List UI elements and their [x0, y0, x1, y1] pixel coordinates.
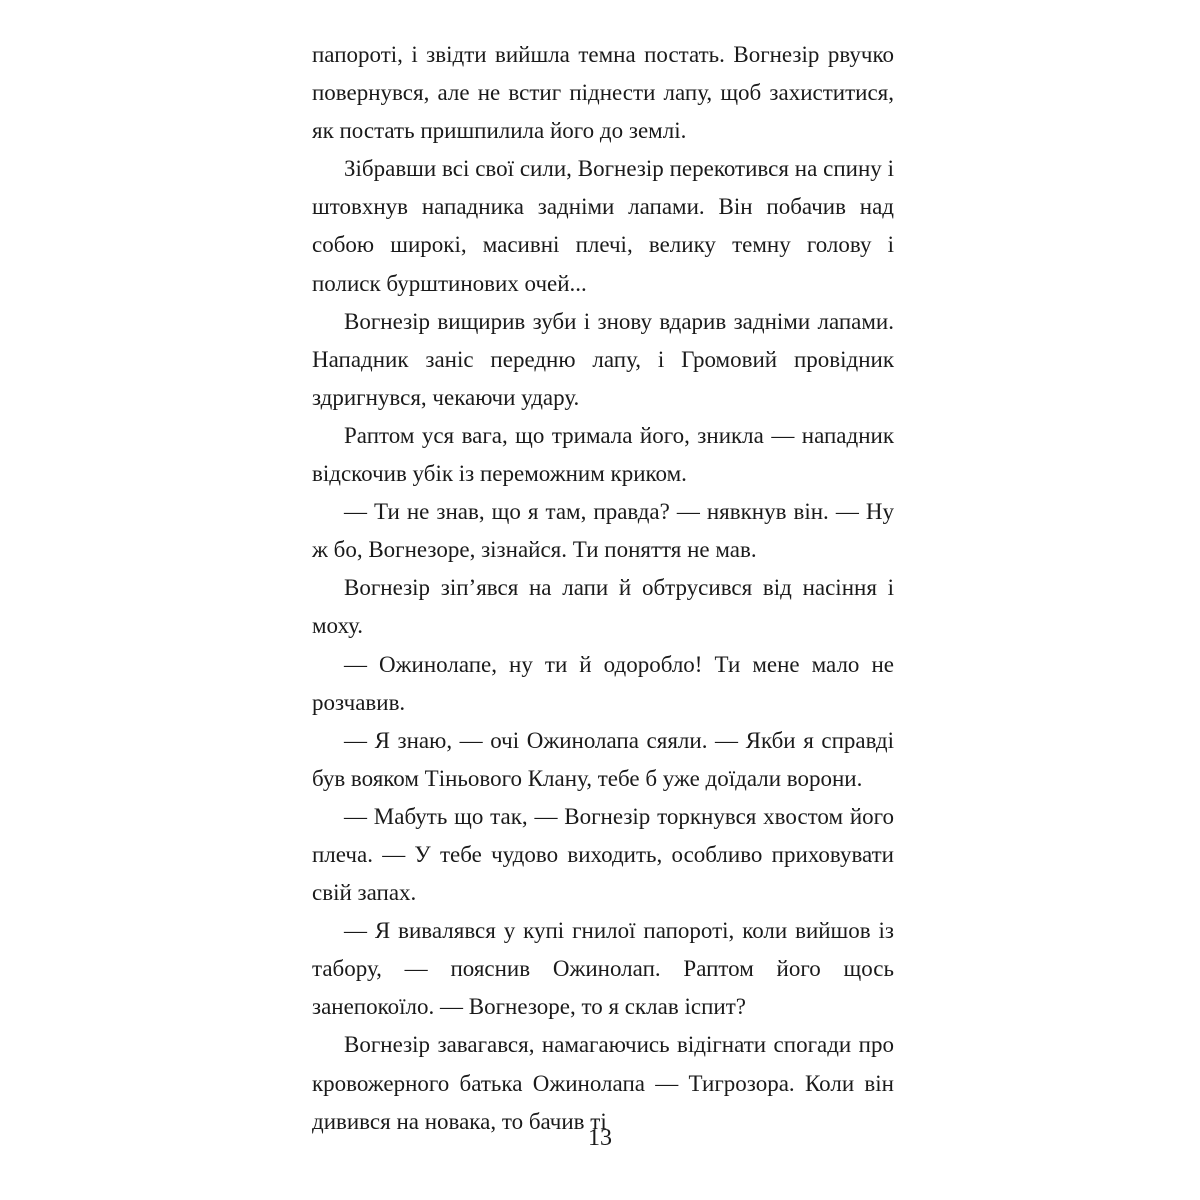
- paragraph-1: папороті, і звідти вийшла темна постать. Вогнезір рвучко повернувся, але не встиг піднести лапу, щоб захиститися, як постать пришпилила його до землі.: [312, 42, 894, 144]
- paragraph-5: — Ти не знав, що я там, правда? — нявкнув він. — Ну ж бо, Вогнезоре, зізнайся. Ти поняття не мав.: [312, 499, 894, 563]
- paragraph-10: — Я вивалявся у купі гнилої папороті, коли вийшов із табору, — пояснив Ожинолап. Раптом його щось занепокоїло. — Вогнезоре, то я склав іспит?: [312, 918, 894, 1020]
- paragraph-3: Вогнезір вищирив зуби і знову вдарив задніми лапами. Нападник заніс передню лапу, і Громовий провідник здригнувся, чекаючи удару.: [312, 308, 894, 410]
- paragraph-11: Вогнезір завагався, намагаючись відігнати спогади про кровожерного батька Ожинолапа — Тигрозора. Коли він дивився на новака, то бачив ті: [312, 1032, 894, 1134]
- paragraph-2: Зібравши всі свої сили, Вогнезір перекотився на спину і штовхнув нападника задніми лапами. Він побачив над собою широкі, масивні плечі, велику темну голову і полиск бурштинових очей...: [312, 156, 894, 296]
- paragraph-9: — Мабуть що так, — Вогнезір торкнувся хвостом його плеча. — У тебе чудово виходить, особливо приховувати свій запах.: [312, 803, 894, 906]
- paragraph-8: — Я знаю, — очі Ожинолапа сяяли. — Якби я справді був вояком Тіньового Клану, тебе б уже доїдали ворони.: [312, 727, 894, 791]
- page-text: [312, 36, 894, 1141]
- paragraph-7: — Ожинолапе, ну ти й одоробло! Ти мене мало не розчавив.: [312, 651, 894, 715]
- page-number: 13: [588, 1125, 612, 1151]
- paragraph-6: Вогнезір зіп’явся на лапи й обтрусився від насіння і моху.: [312, 575, 894, 639]
- paragraph-4: Раптом уся вага, що тримала його, зникла — нападник відскочив убік із переможним криком.: [312, 422, 894, 487]
